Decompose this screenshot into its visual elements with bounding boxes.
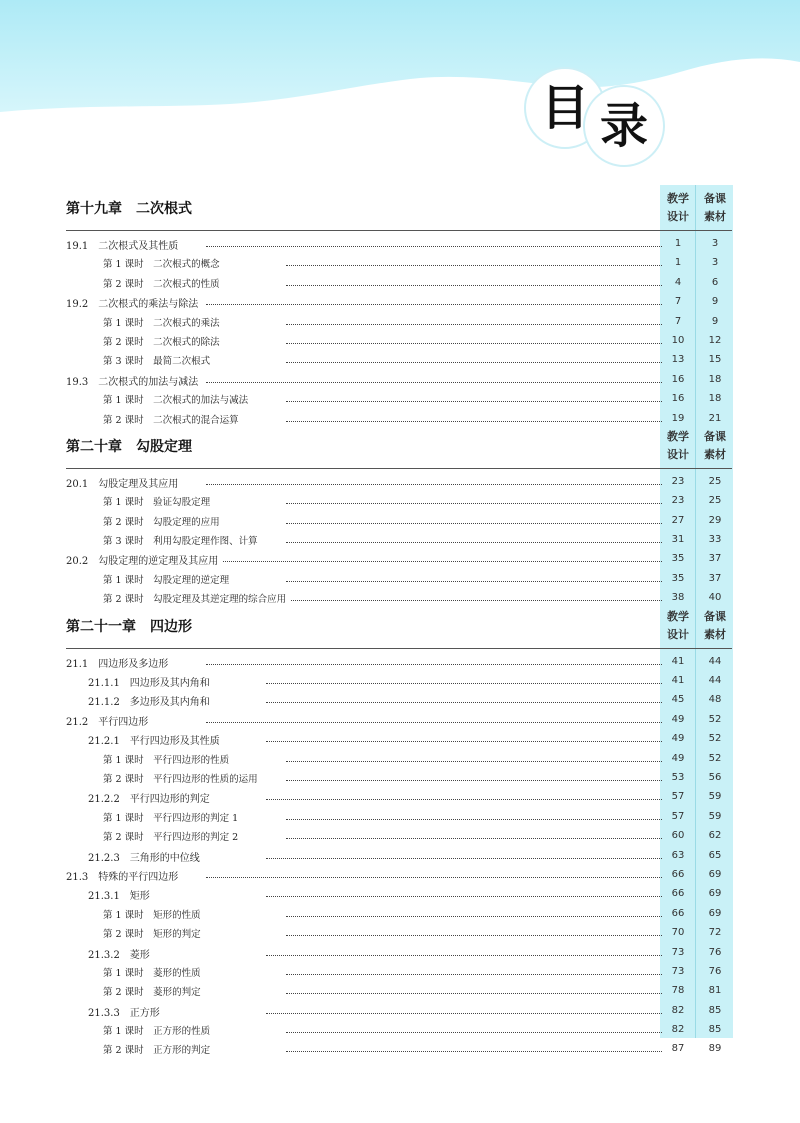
toc-entry-label: 第 2 课时 平行四边形的性质的运用	[103, 771, 262, 785]
page-teaching-design: 35	[671, 553, 685, 565]
page-prep-materials: 29	[708, 514, 722, 526]
page-prep-materials: 52	[708, 733, 722, 745]
toc-entry-label: 21.2.3 三角形的中位线	[88, 849, 204, 864]
toc-entry-label: 第 1 课时 二次根式的乘法	[103, 315, 224, 329]
page-teaching-design: 66	[671, 868, 685, 880]
page-prep-materials: 69	[708, 868, 722, 880]
leader-dots	[266, 790, 662, 800]
page-prep-materials: 44	[708, 655, 722, 667]
page-prep-materials: 65	[708, 849, 722, 861]
leader-dots	[286, 771, 662, 781]
page-teaching-design: 45	[671, 694, 685, 706]
chapter-title: 第二十一章 四边形	[66, 618, 192, 635]
toc-entry[interactable]	[66, 904, 740, 923]
toc-entry-label: 21.3 特殊的平行四边形	[66, 868, 182, 883]
toc-entry[interactable]	[66, 729, 740, 748]
toc-entry-label: 第 3 课时 最简二次根式	[103, 353, 214, 367]
leader-dots	[206, 552, 662, 562]
toc-entry[interactable]	[66, 511, 740, 530]
page-teaching-design: 87	[671, 1043, 685, 1055]
page-prep-materials: 12	[708, 334, 722, 346]
leader-dots	[286, 494, 662, 504]
wave-band	[0, 0, 800, 190]
page-teaching-design: 19	[671, 412, 685, 424]
page-prep-materials: 21	[708, 412, 722, 424]
toc-entry-label: 21.2.1 平行四边形及其性质	[88, 732, 224, 747]
leader-dots	[286, 572, 662, 582]
toc-entry-label: 第 2 课时 勾股定理及其逆定理的综合应用	[103, 591, 290, 605]
leader-dots	[266, 674, 662, 684]
page-prep-materials: 52	[708, 713, 722, 725]
toc-entry-label: 21.3.1 矩形	[88, 887, 154, 902]
leader-dots	[286, 1023, 662, 1033]
page-teaching-design: 49	[671, 713, 685, 725]
column-header-teaching-design: 教学 设计	[667, 192, 689, 223]
page-teaching-design: 63	[671, 849, 685, 861]
leader-dots	[286, 752, 662, 762]
page-prep-materials: 62	[708, 830, 722, 842]
toc-entry[interactable]	[66, 253, 740, 272]
leader-dots	[286, 392, 662, 402]
page-prep-materials: 89	[708, 1043, 722, 1055]
leader-dots	[266, 849, 662, 859]
page-teaching-design: 78	[671, 985, 685, 997]
page-prep-materials: 33	[708, 534, 722, 546]
toc-entry-label: 第 1 课时 二次根式的加法与减法	[103, 392, 252, 406]
leader-dots	[266, 946, 662, 956]
chapter-rule	[66, 648, 732, 649]
page-teaching-design: 23	[671, 475, 685, 487]
leader-dots	[266, 887, 662, 897]
page-teaching-design: 35	[671, 572, 685, 584]
page-teaching-design: 73	[671, 946, 685, 958]
page-prep-materials: 18	[708, 393, 722, 405]
chapter-header	[66, 608, 740, 652]
toc-entry[interactable]	[66, 865, 740, 884]
toc-entry-label: 第 1 课时 矩形的性质	[103, 907, 205, 921]
toc-entry[interactable]	[66, 569, 740, 588]
column-header-prep-materials: 备课 素材	[704, 429, 726, 461]
page-prep-materials: 69	[708, 888, 722, 900]
toc-entry-label: 第 1 课时 平行四边形的性质	[103, 752, 233, 766]
page-prep-materials: 44	[708, 675, 722, 687]
leader-dots	[206, 373, 662, 383]
toc-entry-label: 19.1 二次根式及其性质	[66, 237, 182, 252]
toc-entry[interactable]	[66, 768, 740, 787]
toc-entry-label: 21.1.2 多边形及其内角和	[88, 693, 214, 708]
toc-entry[interactable]	[66, 962, 740, 981]
chapter-title: 第十九章 二次根式	[66, 201, 192, 217]
page-prep-materials: 52	[708, 752, 722, 764]
leader-dots	[286, 926, 662, 936]
leader-dots	[206, 713, 662, 723]
toc-entry[interactable]	[66, 312, 740, 331]
toc-entry-label: 第 2 课时 二次根式的混合运算	[103, 412, 243, 426]
toc-entry[interactable]	[66, 826, 740, 845]
page-header	[0, 0, 800, 190]
leader-dots	[286, 412, 662, 422]
page-teaching-design: 41	[671, 675, 685, 687]
page-teaching-design: 7	[674, 296, 682, 308]
toc-entry-label: 21.3.3 正方形	[88, 1004, 164, 1019]
column-header-prep-materials: 备课 素材	[704, 609, 726, 641]
toc-entry[interactable]	[66, 749, 740, 768]
page-prep-materials: 72	[708, 927, 722, 939]
leader-dots	[286, 256, 662, 266]
leader-dots	[286, 533, 662, 543]
page-teaching-design: 4	[674, 276, 682, 288]
leader-dots	[206, 237, 662, 247]
page-prep-materials: 69	[708, 907, 722, 919]
leader-dots	[286, 315, 662, 325]
page-prep-materials: 9	[711, 296, 719, 308]
toc-entry-label: 第 2 课时 菱形的判定	[103, 984, 205, 998]
leader-dots	[286, 353, 662, 363]
page-prep-materials: 18	[708, 373, 722, 385]
toc-entry[interactable]	[66, 1001, 740, 1020]
page-teaching-design: 7	[674, 315, 682, 327]
page-prep-materials: 3	[711, 257, 719, 269]
leader-dots	[206, 475, 662, 485]
page-teaching-design: 57	[671, 810, 685, 822]
toc-entry[interactable]	[66, 389, 740, 408]
page-prep-materials: 15	[708, 354, 722, 366]
page-teaching-design: 16	[671, 393, 685, 405]
page-teaching-design: 10	[671, 334, 685, 346]
toc-entry[interactable]	[66, 491, 740, 510]
leader-dots	[286, 334, 662, 344]
leader-dots	[286, 1042, 662, 1052]
page-prep-materials: 56	[708, 771, 722, 783]
toc-entry-label: 21.1 四边形及多边形	[66, 655, 172, 670]
toc-entry-label: 20.2 勾股定理的逆定理及其应用	[66, 552, 222, 567]
toc-entry[interactable]	[66, 472, 740, 491]
leader-dots	[286, 810, 662, 820]
toc-entry[interactable]	[66, 409, 740, 428]
page-teaching-design: 16	[671, 373, 685, 385]
toc-entry[interactable]	[66, 273, 740, 292]
toc-entry-label: 21.2 平行四边形	[66, 713, 152, 728]
title-char-lu: 录	[600, 98, 649, 154]
toc-entry[interactable]	[66, 807, 740, 826]
toc-entry-label: 第 1 课时 平行四边形的判定 1	[103, 810, 242, 824]
toc-entry[interactable]	[66, 234, 740, 253]
page-prep-materials: 85	[708, 1024, 722, 1036]
toc-entry[interactable]	[66, 1039, 740, 1058]
toc-entry[interactable]	[66, 1020, 740, 1039]
toc-entry-label: 19.2 二次根式的乘法与除法	[66, 295, 202, 310]
toc-entry-label: 第 2 课时 矩形的判定	[103, 926, 205, 940]
chapter-header	[66, 190, 740, 234]
page-teaching-design: 66	[671, 907, 685, 919]
leader-dots	[266, 732, 662, 742]
page-teaching-design: 73	[671, 965, 685, 977]
page-prep-materials: 6	[711, 276, 719, 288]
page-teaching-design: 1	[674, 238, 682, 249]
leader-dots	[286, 591, 662, 601]
toc-entry[interactable]	[66, 884, 740, 903]
toc-entry-label: 21.2.2 平行四边形的判定	[88, 790, 214, 805]
leader-dots	[206, 295, 662, 305]
page-teaching-design: 49	[671, 752, 685, 764]
column-header-prep-materials: 备课 素材	[704, 192, 726, 223]
page-teaching-design: 60	[671, 830, 685, 842]
toc-entry[interactable]	[66, 350, 740, 369]
page-prep-materials: 81	[708, 985, 722, 997]
toc-entry[interactable]	[66, 292, 740, 311]
toc-entry[interactable]	[66, 549, 740, 568]
toc-entry-label: 19.3 二次根式的加法与减法	[66, 373, 202, 388]
page-teaching-design: 31	[671, 534, 685, 546]
toc-entry-label: 第 2 课时 正方形的判定	[103, 1042, 214, 1056]
page-teaching-design: 23	[671, 495, 685, 507]
toc-entry-label: 21.3.2 菱形	[88, 946, 154, 961]
toc-entry-label: 20.1 勾股定理及其应用	[66, 475, 182, 490]
chapter-header	[66, 428, 740, 472]
toc-entry-label: 第 2 课时 勾股定理的应用	[103, 514, 224, 528]
toc-entry-label: 第 1 课时 验证勾股定理	[103, 494, 214, 508]
page-teaching-design: 13	[671, 354, 685, 366]
table-of-contents	[66, 190, 740, 1059]
toc-entry[interactable]	[66, 530, 740, 549]
page-prep-materials: 85	[708, 1004, 722, 1016]
page-prep-materials: 40	[708, 592, 722, 604]
toc-entry[interactable]	[66, 943, 740, 962]
toc-entry-label: 第 2 课时 平行四边形的判定 2	[103, 829, 242, 843]
page-prep-materials: 59	[708, 810, 722, 822]
page-prep-materials: 3	[711, 238, 719, 249]
leader-dots	[286, 514, 662, 524]
page-prep-materials: 25	[708, 475, 722, 487]
leader-dots	[286, 829, 662, 839]
page-prep-materials: 25	[708, 495, 722, 507]
toc-entry[interactable]	[66, 652, 740, 671]
leader-dots	[286, 984, 662, 994]
column-header-teaching-design: 教学 设计	[667, 609, 689, 641]
page-teaching-design: 82	[671, 1024, 685, 1036]
page-teaching-design: 82	[671, 1004, 685, 1016]
toc-entry-label: 第 1 课时 二次根式的概念	[103, 256, 224, 270]
toc-entry[interactable]	[66, 846, 740, 865]
column-header-teaching-design: 教学 设计	[667, 429, 689, 461]
toc-entry[interactable]	[66, 981, 740, 1000]
leader-dots	[286, 276, 662, 286]
page-prep-materials: 59	[708, 791, 722, 803]
leader-dots	[266, 1004, 662, 1014]
page-prep-materials: 37	[708, 572, 722, 584]
toc-entry-label: 第 2 课时 二次根式的除法	[103, 334, 224, 348]
toc-entry[interactable]	[66, 671, 740, 690]
chapter-rule	[66, 468, 732, 469]
page-teaching-design: 1	[674, 257, 682, 269]
toc-entry[interactable]	[66, 710, 740, 729]
chapter-rule	[66, 230, 732, 231]
page-teaching-design: 27	[671, 514, 685, 526]
toc-entry-label: 第 2 课时 二次根式的性质	[103, 276, 224, 290]
page-teaching-design: 53	[671, 771, 685, 783]
toc-entry[interactable]	[66, 588, 740, 607]
page-prep-materials: 76	[708, 965, 722, 977]
page-prep-materials: 76	[708, 946, 722, 958]
toc-entry-label: 第 3 课时 利用勾股定理作图、计算	[103, 533, 262, 547]
toc-entry-label: 第 1 课时 菱形的性质	[103, 965, 205, 979]
toc-entry[interactable]	[66, 370, 740, 389]
page-teaching-design: 41	[671, 655, 685, 667]
page-prep-materials: 37	[708, 553, 722, 565]
leader-dots	[206, 868, 662, 878]
page-teaching-design: 66	[671, 888, 685, 900]
leader-dots	[286, 965, 662, 975]
page-teaching-design: 57	[671, 791, 685, 803]
leader-dots	[266, 693, 662, 703]
toc-entry-label: 21.1.1 四边形及其内角和	[88, 674, 214, 689]
toc-entry[interactable]	[66, 787, 740, 806]
page-prep-materials: 48	[708, 694, 722, 706]
toc-entry-label: 第 1 课时 正方形的性质	[103, 1023, 214, 1037]
page-teaching-design: 49	[671, 733, 685, 745]
page-teaching-design: 38	[671, 592, 685, 604]
page-prep-materials: 9	[711, 315, 719, 327]
chapter-title: 第二十章 勾股定理	[66, 438, 192, 455]
leader-dots	[286, 907, 662, 917]
toc-entry[interactable]	[66, 331, 740, 350]
toc-entry[interactable]	[66, 923, 740, 942]
toc-entry[interactable]	[66, 690, 740, 709]
page-teaching-design: 70	[671, 927, 685, 939]
toc-entry-label: 第 1 课时 勾股定理的逆定理	[103, 572, 233, 586]
leader-dots	[206, 655, 662, 665]
title-char-mu: 目	[541, 80, 590, 136]
